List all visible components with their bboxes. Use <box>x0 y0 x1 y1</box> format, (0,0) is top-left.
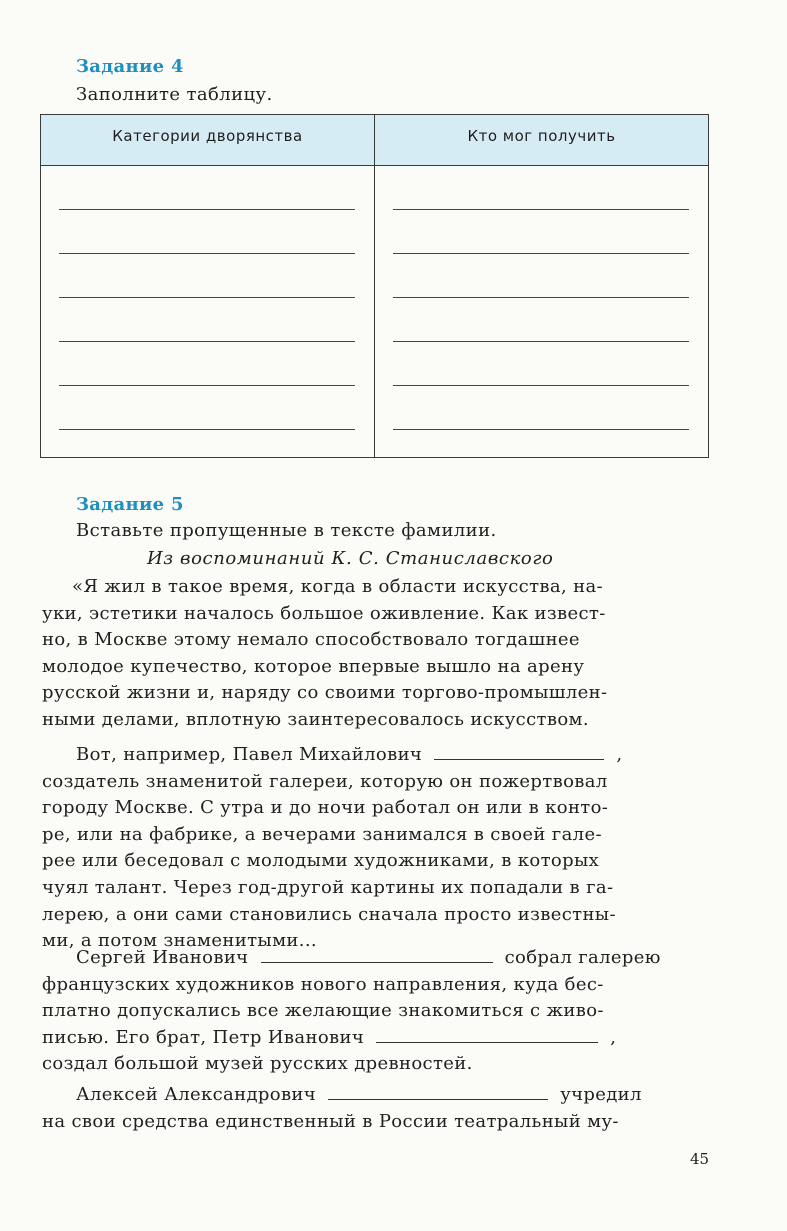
answer-line-category[interactable] <box>59 253 355 254</box>
fill-table <box>40 114 709 458</box>
page-number: 45 <box>690 1150 710 1168</box>
paragraph-line <box>42 1082 714 1109</box>
paragraph-line: рее или беседовал с молодыми художниками, в которых <box>42 850 600 872</box>
quote-source-subtitle: Из воспоминаний К. С. Станиславского <box>147 548 554 569</box>
paragraph-line: но, в Москве этому немало способствовало тогдашнее <box>42 629 580 651</box>
paragraph-line: ре, или на фабрике, а вечерами занимался в своей гале- <box>42 823 602 845</box>
paragraph-line: городу Москве. С утра и до ночи работал он или в конто- <box>42 797 609 819</box>
answer-line-category[interactable] <box>59 429 355 430</box>
paragraph-line: французских художников нового направления, куда бес- <box>42 973 604 995</box>
paragraph-4 <box>42 1082 714 1135</box>
paragraph-line: создатель знаменитой галереи, которую он пожертвовал <box>42 770 608 792</box>
paragraph-text: собрал галерею <box>504 947 661 968</box>
answer-line-category[interactable] <box>59 341 355 342</box>
paragraph-line: лерею, а они сами становились сначала просто известны- <box>42 903 616 925</box>
paragraph-text: , <box>616 744 623 765</box>
paragraph-line: платно допускались все желающие знакомиться с живо- <box>42 1000 604 1022</box>
table-header-who-could-receive: Кто мог получить <box>467 127 616 145</box>
paragraph-text: , <box>610 1026 617 1048</box>
paragraph-text: учредил <box>560 1084 642 1105</box>
answer-line-who[interactable] <box>393 341 689 342</box>
task4-instruction: Заполните таблицу. <box>76 84 273 105</box>
paragraph-line <box>42 945 714 972</box>
paragraph-text: Вот, например, Павел Михайлович <box>76 744 423 765</box>
paragraph-text: Алексей Александрович <box>76 1084 317 1105</box>
answer-line-category[interactable] <box>59 385 355 386</box>
paragraph-line: уки, эстетики началось большое оживление. Как извест- <box>42 602 606 624</box>
answer-line-who[interactable] <box>393 209 689 210</box>
blank-surname-shchukin[interactable] <box>261 961 493 963</box>
answer-line-who[interactable] <box>393 297 689 298</box>
blank-surname-tretyakov[interactable] <box>434 758 604 760</box>
paragraph-1 <box>42 574 714 734</box>
task4-title: Задание 4 <box>76 56 184 77</box>
table-column-divider <box>374 115 375 457</box>
answer-line-who[interactable] <box>393 385 689 386</box>
paragraph-line: создал большой музей русских древностей. <box>42 1053 473 1075</box>
paragraph-line: «Я жил в такое время, когда в области искусства, на- <box>72 576 603 597</box>
task5-title: Задание 5 <box>76 494 184 515</box>
paragraph-line: русской жизни и, наряду со своими торгово-промышлен- <box>42 682 608 704</box>
paragraph-line <box>42 742 714 769</box>
blank-surname-shchukin-brother[interactable] <box>376 1041 598 1043</box>
table-header-categories: Категории дворянства <box>112 127 303 145</box>
paragraph-line: молодое купечество, которое впервые вышло на арену <box>42 655 585 677</box>
task5-instruction: Вставьте пропущенные в тексте фамилии. <box>76 520 497 541</box>
blank-surname-bakhrushin[interactable] <box>328 1098 548 1100</box>
paragraph-line: ными делами, вплотную заинтересовалось искусством. <box>42 708 589 730</box>
paragraph-line: ми, а потом знаменитыми... <box>42 930 317 952</box>
paragraph-3 <box>42 945 714 1078</box>
paragraph-text: писью. Его брат, Петр Иванович <box>42 1026 365 1048</box>
paragraph-line: на свои средства единственный в России театральный му- <box>42 1110 619 1132</box>
answer-line-who[interactable] <box>393 429 689 430</box>
paragraph-line: чуял талант. Через год-другой картины их попадали в га- <box>42 876 614 898</box>
paragraph-text: Сергей Иванович <box>76 947 249 968</box>
answer-line-category[interactable] <box>59 209 355 210</box>
paragraph-2 <box>42 742 714 955</box>
answer-line-who[interactable] <box>393 253 689 254</box>
paragraph-line <box>42 1025 714 1052</box>
answer-line-category[interactable] <box>59 297 355 298</box>
